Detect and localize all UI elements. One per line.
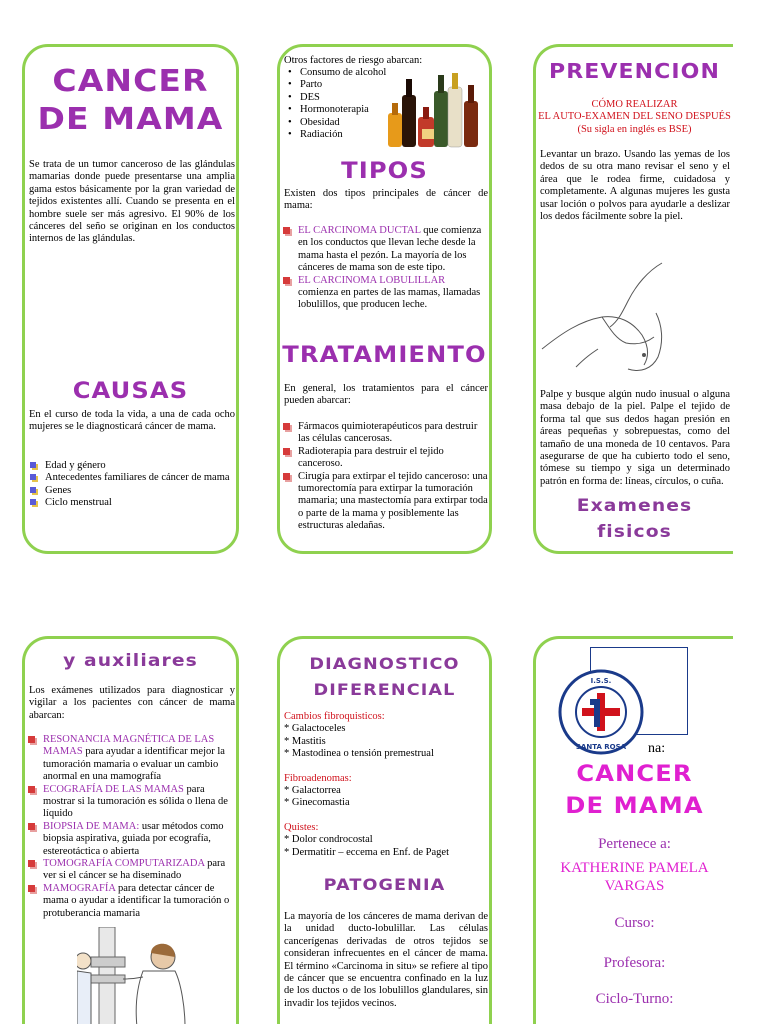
panel-examenes	[22, 636, 239, 1024]
list-item: Edad y género	[29, 460, 235, 472]
panel-prevencion	[533, 44, 733, 554]
list-item: Ciclo menstrual	[29, 497, 235, 509]
bullet-icon	[28, 786, 35, 793]
main-title	[22, 63, 239, 139]
list-item: Fármacos quimioterapéuticos para destruir las células cancerosas.	[282, 421, 488, 446]
diagnostico-title: DIAGNOSTICO DIFERENCIAL	[309, 654, 460, 699]
tratamiento-list	[282, 421, 488, 533]
list-item: Cirugía para extirpar el tejido canceroso: una tumorectomía para extirpar la tumoración mamaria; una mastectomía para extirpar toda o parte de la mama y posiblemente las estructuras aledañas.	[282, 471, 488, 533]
list-item: MAMOGRAFÍA para detectar cáncer de mama o ayudar a identificar la tumoración o protuberancia mamaria	[27, 883, 235, 920]
tratamiento-text: En general, los tratamientos para el cáncer pueden abarcar:	[284, 383, 488, 407]
bullet-icon	[283, 473, 290, 480]
list-item: BIOPSIA DE MAMA: usar métodos como biopsia aspirativa, guiada por ecografía, estereotáctica o abierta	[27, 821, 235, 858]
intro-text: Se trata de un tumor canceroso de las glándulas mamarias donde puede presentarse una amplia gama estos básicamente por la gran variedad de tejidos existentes allí. Cuando se presenta en el hombre suele ser más agresivo. El 90% de los cánceres del seño se originan en los conductos internos de las glándulas.	[29, 159, 235, 245]
panel-diagnostico	[277, 636, 492, 1024]
curso-label: Curso:	[614, 915, 655, 931]
auxiliares-title: y auxiliares	[63, 651, 198, 671]
list-item: TOMOGRAFÍA COMPUTARIZADA para ver si el cáncer se ha diseminado	[27, 858, 235, 883]
bullet-icon	[30, 462, 36, 468]
list-item: * Ginecomastia	[284, 797, 350, 809]
list-item: Genes	[29, 485, 235, 497]
bullet-icon	[283, 423, 290, 430]
patogenia-text: La mayoría de los cánceres de mama derivan de la unidad ducto-lobulillar. Las células cancerígenas derivadas de otros tejidos se consideran infrecuentes en el cáncer de mama. El término «Carcinoma in situ» se refiere al tipo de cáncer que se encuentra confinado en la luz de los ductos o de los lobulillos glandulares, sin invadir los tejidos vecinos.	[284, 911, 488, 1009]
cover-title: CANCER DE MAMA	[565, 762, 704, 819]
alcohol-bottles-image	[384, 73, 484, 151]
institute-logo	[556, 669, 646, 755]
prevencion-title: PREVENCION	[548, 59, 721, 83]
profesora-label: Profesora:	[603, 955, 666, 971]
bullet-icon	[28, 823, 35, 830]
list-item: EL CARCINOMA LOBULILLAR comienza en partes de las mamas, llamadas lobulillos, que producen leche.	[282, 275, 488, 312]
logo-text-top: I.S.S.	[590, 677, 612, 685]
group-heading: Cambios fibroquisticos:	[284, 711, 385, 722]
author-name: KATHERINE PAMELA VARGAS	[560, 860, 709, 894]
prevencion-text-1: Levantar un brazo. Usando las yemas de los dedos de su otra mano revisar el seno y el área que le rodea firme, cuidadosa y completamente. A algunas mujeres les gusta usar loción o polvos para ayudarle a deslizar los dedos fácilmente sobre la piel.	[540, 149, 730, 223]
causas-list	[29, 460, 235, 510]
risk-intro: Otros factores de riesgo abarcan:	[284, 55, 423, 66]
bullet-icon	[283, 448, 290, 455]
patogenia-title: PATOGENIA	[323, 875, 446, 894]
panel-intro	[22, 44, 239, 554]
panel-cover	[533, 636, 733, 1024]
list-item: • Parto	[288, 79, 323, 91]
list-item: • DES	[288, 91, 320, 103]
list-item: Antecedentes familiares de cáncer de mama	[29, 472, 235, 484]
list-item: * Dolor condrocostal	[284, 834, 373, 846]
self-exam-illustration	[536, 257, 676, 387]
bullet-icon	[28, 885, 35, 892]
list-item: * Dermatitir – eccema en Enf. de Paget	[284, 846, 450, 858]
tratamiento-title: TRATAMIENTO	[282, 343, 487, 368]
examenes-list	[27, 734, 235, 920]
bullet-icon	[283, 277, 290, 284]
list-item: • Radiación	[288, 129, 343, 141]
tipos-list	[282, 225, 488, 312]
bullet-icon	[28, 860, 35, 867]
logo-text-bottom: SANTA ROSA	[575, 743, 627, 751]
list-item: • Hormonoterapia	[288, 104, 369, 116]
list-item: • Consumo de alcohol	[288, 67, 387, 78]
bullet-icon	[28, 736, 35, 743]
causas-text: En el curso de toda la vida, a una de cada ocho mujeres se le diagnosticará cáncer de mama.	[29, 409, 235, 433]
examenes-title: Examenes fisicos	[576, 496, 693, 542]
risk-list	[286, 67, 396, 141]
list-item: Radioterapia para destruir el tejido canceroso.	[282, 446, 488, 471]
list-item: * Galactoceles	[284, 723, 346, 735]
list-item: * Mastodinea o tensión premestrual	[284, 748, 434, 760]
examenes-text: Los exámenes utilizados para diagnosticar y vigilar a los pacientes con cáncer de mama abarcan:	[29, 685, 235, 721]
mammography-illustration	[77, 927, 187, 1024]
bullet-icon	[283, 227, 290, 234]
list-item: * Galactorrea	[284, 785, 341, 797]
group-heading: Fibroadenomas:	[284, 772, 352, 784]
title-line-2: DE MAMA	[37, 102, 224, 137]
ciclo-label: Ciclo-Turno:	[595, 991, 674, 1007]
panel-tipos	[277, 44, 492, 554]
prevencion-text-2: Palpe y busque algún nudo inusual o alguna masa debajo de la piel. Palpe el tejido de forma tal que sus dedos hagan presión en áreas pequeñas y sobrepuestas, como del tamaño de una moneda de 10 centavos. Para asegurarse de que ha cubierto todo el seno, tómese su tiempo y siga un determinado patrón en forma de: líneas, círculos, o cuña.	[540, 389, 730, 487]
group-heading: Quistes:	[284, 821, 319, 833]
prevencion-subtitle: CÓMO REALIZAR EL AUTO-EXAMEN DEL SENO DESPUÉS (Su sigla en inglés es BSE)	[538, 99, 731, 135]
list-item: * Mastitis	[284, 735, 326, 747]
causas-title: CAUSAS	[72, 379, 189, 404]
title-line-1: CANCER	[52, 64, 209, 99]
bullet-icon	[30, 474, 36, 480]
list-item: EL CARCINOMA DUCTAL que comienza en los conductos que llevan leche desde la mama hasta el pezón. La mayoría de los cánceres de mama son de este tipo.	[282, 225, 488, 275]
bullet-icon	[30, 487, 36, 493]
tipos-title: TIPOS	[341, 159, 428, 184]
list-item: RESONANCIA MAGNÉTICA DE LAS MAMAS para ayudar a identificar mejor la tumoración mamaria o evaluar un cambio anormal en una mamografía	[27, 734, 235, 784]
list-item: • Obesidad	[288, 116, 340, 128]
diagnostico-groups	[284, 711, 488, 859]
list-item: ECOGRAFÍA DE LAS MAMAS para mostrar si la tumoración es sólida o llena de líquido	[27, 784, 235, 821]
tipos-text: Existen dos tipos principales de cáncer de mama:	[284, 188, 488, 212]
bullet-icon	[30, 499, 36, 505]
belongs-to: Pertenece a:	[598, 836, 671, 852]
fragment-text: na:	[648, 741, 666, 756]
